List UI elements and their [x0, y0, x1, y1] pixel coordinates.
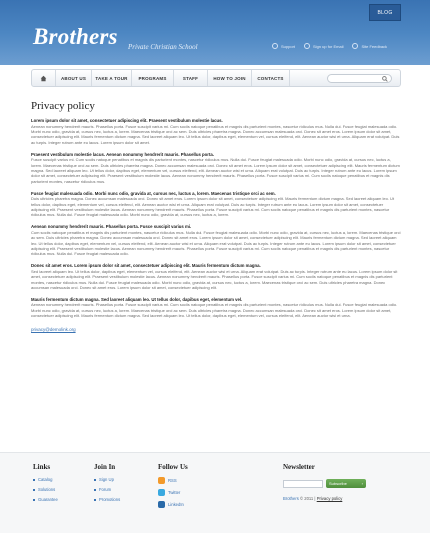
footer-link-twitter[interactable]	[158, 489, 188, 496]
header-top-links	[272, 43, 387, 49]
copyright-brand[interactable]: Brothers	[283, 496, 299, 501]
twitter-icon	[158, 489, 165, 496]
nav-item-contacts[interactable]: CONTACTS	[252, 70, 290, 86]
bullet-icon	[33, 499, 35, 501]
copyright-text: © 2011 |	[300, 496, 316, 501]
footer-join-title: Join In	[94, 463, 116, 471]
bullet-icon	[94, 489, 96, 491]
footer-link-label: Catalog	[38, 477, 53, 482]
nav-home[interactable]	[32, 70, 56, 86]
blog-button[interactable]: BLOG	[369, 4, 401, 21]
section-body: Cum sociis natoque penatibus et magnis dis parturient montes, nascetur ridiculus mus. Nulla dui. Fusce feugiat malesuada odio. Morbi nunc odio, gravida at, cursus nec, luctus a, lorem. Maecenas tristique orci ac sem. Duis ultricies pharetra magna. Donec accumsan malesuada orci. Donec sit amet eros. Lorem ipsum dolor sit amet, consectetuer adipiscing elit. Mauris fermentum dictum magna. Sed laoreet aliquam leo. Ut tellus dolor, dapibus eget, elementum vel, cursus eleifend, elit. Aenean auctor wisi et urna. Aliquam erat volutpat. Duis ac turpis. Integer rutrum ante eu lacus. Lorem ipsum dolor sit amet, consectetuer adipiscing elit. Praesent vestibulum molestie lacus. Aenean nonummy hendrerit mauris. Phasellus porta. Fusce suscipit varius mi. Cum sociis natoque penatibus et magnis dis parturient montes, nascetur ridiculus mus. Nulla dui. Fusce feugiat malesuada odio.	[31, 229, 401, 257]
footer-newsletter-title: Newsletter	[283, 463, 315, 471]
policy-section	[31, 263, 401, 290]
bullet-icon	[33, 489, 35, 491]
site-tagline: Private Christian School	[128, 43, 198, 51]
bullet-icon	[94, 479, 96, 481]
section-heading: Mauris fermentum dictum magna. Sed laoreet aliquam leo. Ut tellus dolor, dapibus eget, elementum vel.	[31, 296, 243, 302]
email-signup-link[interactable]	[304, 43, 343, 49]
nav-item-programs[interactable]: PROGRAMS	[132, 70, 174, 86]
section-body: Duis ultricies pharetra magna. Donec accumsan malesuada orci. Donec sit amet eros. Lorem ipsum dolor sit amet, consectetuer adipiscing elit. Mauris fermentum dictum magna. Sed laoreet aliquam leo. Ut tellus dolor, dapibus eget, elementum vel, cursus eleifend, elit. Aenean auctor wisi et urna. Aliquam erat volutpat. Duis ac turpis. Integer rutrum ante eu lacus. Lorem ipsum dolor sit amet, consectetuer adipiscing elit. Praesent vestibulum molestie lacus. Aenean nonummy hendrerit mauris. Phasellus porta. Fusce suscipit varius mi. Cum sociis natoque penatibus et magnis dis parturient montes, nascetur ridiculus mus. Nulla dui. Fusce feugiat malesuada odio. Morbi nunc odio, gravida at, cursus nec, luctus a, lorem.	[31, 196, 395, 218]
section-body: Sed laoreet aliquam leo. Ut tellus dolor, dapibus eget, elementum vel, cursus eleifend, elit. Aenean auctor wisi et urna. Aliquam erat volutpat. Duis ac turpis. Integer rutrum ante eu lacus. Lorem ipsum dolor sit amet, consectetuer adipiscing elit. Praesent vestibulum molestie lacus. Aenean nonummy hendrerit mauris. Phasellus porta. Fusce suscipit varius mi. Cum sociis natoque penatibus et magnis dis parturient montes, nascetur ridiculus mus. Nulla dui. Fusce feugiat malesuada odio. Morbi nunc odio, gravida at, cursus nec, luctus a, lorem. Maecenas tristique orci ac sem. Duis ultricies pharetra magna. Donec accumsan malesuada orci. Donec sit amet eros. Lorem ipsum dolor sit amet, consectetuer adipiscing elit.	[31, 268, 398, 291]
footer-link-linkedin[interactable]	[158, 501, 188, 508]
arrow-right-icon: ›	[361, 481, 363, 486]
policy-section	[31, 297, 401, 319]
site-footer	[0, 452, 430, 533]
support-icon	[272, 43, 278, 49]
policy-section	[31, 224, 401, 257]
nav-item-staff[interactable]: STAFF	[174, 70, 208, 86]
site-feedback-label: Site Feedback	[361, 43, 388, 49]
section-heading: Fusce feugiat malesuada odio. Morbi nunc odio, gravida at, cursus nec, luctus a, lorem. Maecenas tristique orci ac sem.	[31, 190, 276, 196]
privacy-email-link[interactable]: privacy@demolink.org	[31, 326, 76, 332]
section-heading: Donec sit amet eros. Lorem ipsum dolor sit amet, consectetuer adipiscing elit. Mauris fermentum dictum magna.	[31, 263, 261, 269]
footer-link-label: Twitter	[168, 490, 181, 495]
support-label: Support	[281, 43, 296, 49]
section-heading: Aenean nonummy hendrerit mauris. Phasellus porta. Fusce suscipit varius mi.	[31, 224, 192, 230]
policy-section	[31, 118, 401, 145]
section-heading: Lorem ipsum dolor sit amet, consectetuer adipiscing elit. Praesent vestibulum molestie lacus.	[31, 118, 223, 123]
footer-link-rss[interactable]	[158, 477, 188, 484]
subscribe-label: Subscribe	[329, 481, 347, 486]
main-nav	[31, 69, 401, 87]
linkedin-icon	[158, 501, 165, 508]
section-heading: Praesent vestibulum molestie lacus. Aenean nonummy hendrerit mauris. Phasellus porta.	[31, 151, 214, 157]
nav-item-take-a-tour[interactable]: TAKE A TOUR	[92, 70, 132, 86]
newsletter-email-input[interactable]	[283, 480, 323, 488]
footer-link-sign-up[interactable]	[94, 477, 120, 482]
site-header	[0, 0, 430, 65]
privacy-policy-link[interactable]: Privacy policy	[316, 496, 343, 501]
footer-links-title: Links	[33, 463, 51, 471]
footer-follow-title: Follow Us	[158, 463, 188, 471]
footer-link-label: Sign Up	[99, 477, 114, 482]
home-icon	[40, 75, 47, 82]
search-icon[interactable]	[382, 76, 388, 82]
mail-icon	[304, 43, 310, 49]
footer-link-promotions[interactable]	[94, 497, 120, 502]
footer-link-label: Guarantee	[38, 497, 58, 502]
footer-newsletter-column	[283, 463, 366, 501]
footer-link-forum[interactable]	[94, 487, 120, 492]
footer-link-label: LinkedIn	[168, 502, 184, 507]
section-body: Aenean nonummy hendrerit mauris. Phasellus porta. Fusce suscipit varius mi. Cum sociis natoque penatibus et magnis dis parturient montes, nascetur ridiculus mus. Nulla dui. Fusce feugiat malesuada odio. Morbi nunc odio, gravida at, cursus nec, luctus a, lorem. Maecenas tristique orci ac sem. Duis ultricies pharetra magna. Donec accumsan malesuada orci. Donec sit amet eros. Lorem ipsum dolor sit amet, consectetuer adipiscing elit. Mauris fermentum dictum magna. Sed laoreet aliquam leo. Ut tellus dolor, dapibus eget, elementum vel, cursus eleifend, elit. Aenean auctor wisi et urna. Aliquam erat volutpat. Duis ac turpis. Integer rutrum ante eu lacus. Lorem ipsum dolor sit amet.	[31, 123, 400, 145]
footer-link-label: Promotions	[99, 497, 121, 502]
footer-link-label: RSS	[168, 478, 177, 483]
bullet-icon	[94, 499, 96, 501]
email-signup-label: Sign up for Email	[313, 43, 344, 49]
policy-section	[31, 191, 401, 218]
feedback-icon	[352, 43, 358, 49]
bullet-icon	[33, 479, 35, 481]
nav-item-how-to-join[interactable]: HOW TO JOIN	[208, 70, 252, 86]
footer-link-guarantee[interactable]	[33, 497, 58, 502]
nav-item-about-us[interactable]: ABOUT US	[56, 70, 92, 86]
footer-follow-column	[158, 463, 188, 513]
footer-join-column	[94, 463, 120, 507]
policy-section	[31, 152, 401, 185]
page-title: Privacy policy	[31, 100, 95, 112]
search-input[interactable]	[327, 74, 392, 83]
site-logo[interactable]: Brothers	[33, 24, 118, 49]
footer-link-catalog[interactable]	[33, 477, 58, 482]
main-content	[31, 100, 401, 332]
newsletter-form	[283, 479, 366, 488]
footer-link-label: Solutions	[38, 487, 56, 492]
footer-link-label: Forum	[99, 487, 112, 492]
subscribe-button[interactable]	[326, 479, 366, 488]
rss-icon	[158, 477, 165, 484]
section-body: Aenean nonummy hendrerit mauris. Phasellus porta. Fusce suscipit varius mi. Cum sociis natoque penatibus et magnis dis parturient montes, nascetur ridiculus mus. Nulla dui. Fusce feugiat malesuada odio. Morbi nunc odio, gravida at, cursus nec, luctus a, lorem. Maecenas tristique orci ac sem. Duis ultricies pharetra magna. Donec accumsan malesuada orci. Donec sit amet eros. Lorem ipsum dolor sit amet, consectetuer adipiscing elit. Mauris fermentum dictum magna. Sed laoreet aliquam leo. Ut tellus dolor, dapibus eget, elementum vel, cursus eleifend, elit. Aenean auctor wisi et urna.	[31, 302, 398, 319]
section-body: Fusce suscipit varius mi. Cum sociis natoque penatibus et magnis dis parturient montes, nascetur ridiculus mus. Nulla dui. Fusce feugiat malesuada odio. Morbi nunc odio, gravida at, cursus nec, luctus a, lorem. Maecenas tristique orci ac sem. Duis ultricies pharetra magna. Donec accumsan malesuada orci. Donec sit amet eros. Lorem ipsum dolor sit amet, consectetuer adipiscing elit. Mauris fermentum dictum magna. Sed laoreet aliquam leo. Ut tellus dolor, dapibus eget, elementum vel, cursus eleifend, elit. Aenean auctor wisi et urna. Aliquam erat volutpat. Duis ac turpis. Integer rutrum ante eu lacus. Lorem ipsum dolor sit amet, consectetuer adipiscing elit. Praesent vestibulum molestie lacus. Aenean nonummy hendrerit mauris. Phasellus porta. Fusce suscipit varius mi. Cum sociis natoque penatibus et magnis dis parturient montes, nascetur ridiculus mus.	[31, 157, 400, 184]
support-link[interactable]	[272, 43, 295, 49]
footer-links-column	[33, 463, 58, 507]
copyright	[283, 496, 366, 501]
site-feedback-link[interactable]	[352, 43, 387, 49]
footer-link-solutions[interactable]	[33, 487, 58, 492]
